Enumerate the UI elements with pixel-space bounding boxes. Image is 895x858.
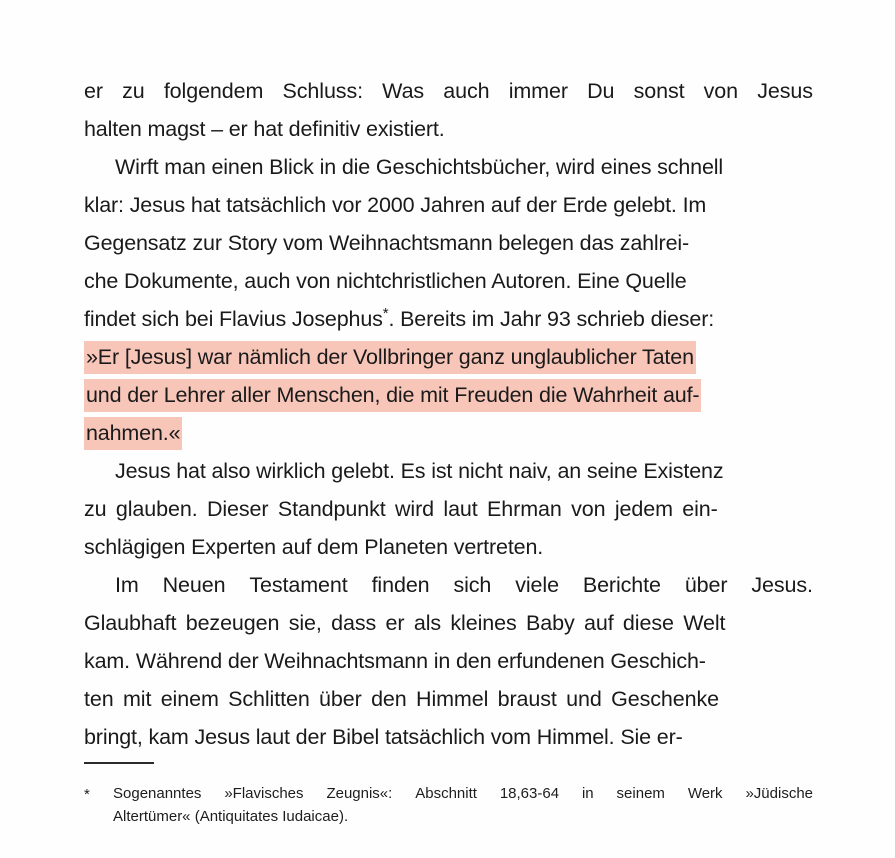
- highlight-span: »Er [Jesus] war nämlich der Vollbringer ganz unglaublicher Taten: [84, 341, 696, 374]
- quote-line: [84, 376, 813, 414]
- paragraph-existenz: [84, 452, 813, 566]
- quote-line: [84, 338, 813, 376]
- text-line: ten mit einem Schlitten über den Himmel braust und Geschenke: [84, 687, 719, 711]
- paragraph-geschichtsbuecher: [84, 148, 813, 338]
- highlight-span: nahmen.«: [84, 417, 182, 450]
- highlighted-quote: [84, 338, 813, 452]
- text-line: schlägigen Experten auf dem Planeten vertreten.: [84, 535, 544, 559]
- text-line: Gegensatz zur Story vom Weihnachtsmann belegen das zahlrei-: [84, 231, 690, 255]
- text-line: Wirft man einen Blick in die Geschichtsbücher, wird eines schnell: [115, 155, 724, 179]
- text-line: Jesus hat also wirklich gelebt. Es ist nicht naiv, an seine Existenz: [115, 459, 724, 483]
- text-line: klar: Jesus hat tatsächlich vor 2000 Jahren auf der Erde gelebt. Im: [84, 193, 707, 217]
- line-text-before-ref: findet sich bei Flavius Josephus: [84, 307, 383, 331]
- footnote-line: Sogenanntes »Flavisches Zeugnis«: Abschnitt 18,63-64 in seinem Werk »Jüdische: [113, 785, 813, 802]
- text-line: che Dokumente, auch von nichtchristlichen Autoren. Eine Quelle: [84, 269, 687, 293]
- highlight-span: und der Lehrer aller Menschen, die mit Freuden die Wahrheit auf-: [84, 379, 701, 412]
- text-line: er zu folgendem Schluss: Was auch immer Du sonst von Jesus: [84, 79, 813, 103]
- text-line-with-footnote-ref: [84, 300, 813, 338]
- text-line: zu glauben. Dieser Standpunkt wird laut Ehrman von jedem ein-: [84, 497, 718, 521]
- text-line: halten magst – er hat definitiv existiert.: [84, 117, 445, 141]
- paragraph-continued: [84, 72, 813, 148]
- footnote-marker: *: [84, 786, 90, 803]
- text-line: bringt, kam Jesus laut der Bibel tatsächlich vom Himmel. Sie er-: [84, 725, 683, 749]
- footnote-text: [84, 782, 813, 828]
- line-text-after-ref: . Bereits im Jahr 93 schrieb dieser:: [388, 307, 715, 331]
- text-line: kam. Während der Weihnachtsmann in den erfundenen Geschich-: [84, 649, 706, 673]
- paragraph-neues-testament: [84, 566, 813, 756]
- footnote-separator-rule: [84, 762, 154, 764]
- footnote-line: Altertümer« (Antiquitates Iudaicae).: [113, 808, 349, 825]
- text-line: Im Neuen Testament finden sich viele Berichte über Jesus.: [115, 573, 813, 597]
- footnote-reference-marker[interactable]: *: [382, 304, 389, 322]
- footnote-area: [84, 762, 813, 828]
- quote-line: [84, 414, 813, 452]
- text-line: Glaubhaft bezeugen sie, dass er als kleines Baby auf diese Welt: [84, 611, 726, 635]
- body-text-column: [84, 72, 813, 756]
